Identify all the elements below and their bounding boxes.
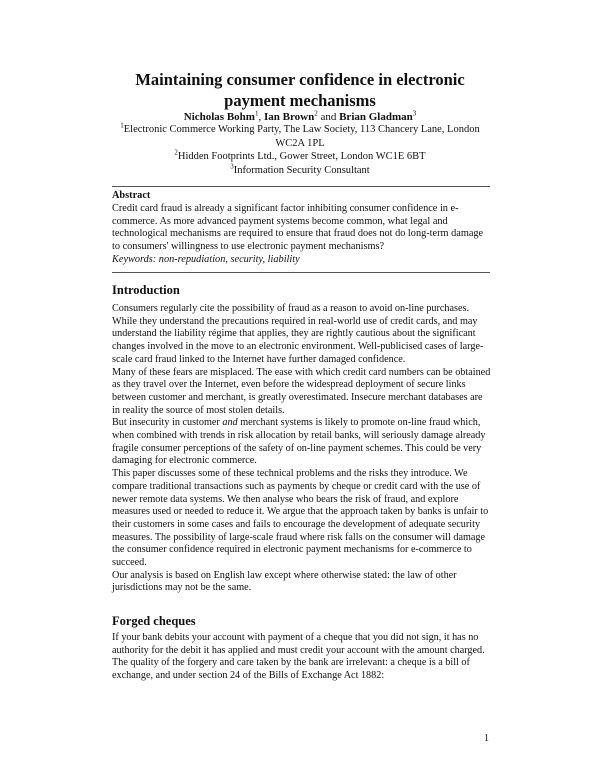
page-number: 1 bbox=[484, 733, 489, 744]
forged-cheques-body bbox=[112, 632, 492, 683]
author-and: and bbox=[320, 111, 337, 123]
affiliation-mark: 3 bbox=[230, 162, 234, 170]
author-name: Nicholas Bohm bbox=[183, 111, 255, 123]
affiliation bbox=[110, 164, 490, 178]
affiliation bbox=[110, 123, 490, 150]
author-name: Ian Brown bbox=[263, 111, 315, 123]
affiliation-mark: 1 bbox=[120, 121, 124, 130]
paper-title: Maintaining consumer confidence in electronic payment mechanisms bbox=[135, 70, 465, 110]
abstract-top-rule bbox=[112, 186, 490, 187]
paragraph: This paper discusses some of these technical problems and the risks they introduce. We compare traditional transactions such as payments by cheque or credit card with the use of newer remote data systems. We then analyse who bears the risk of fraud, and explore measures used or needed to reduce it. We argue that the approach taken by banks is unfair to their customers in some cases and fails to encourage the development of adequate security measures. The possibility of large-scale fraud where risk falls on the consumer will damage the consumer confidence required in electronic payment mechanisms for e-commerce to succeed. bbox=[112, 468, 489, 569]
affiliation-mark: 2 bbox=[174, 148, 178, 157]
paragraph: If your bank debits your account with payment of a cheque that you did not sign, it has no authority for the debit it has applied and must credit your account with the amount charged. The quality of the forgery and care taken by the bank are irrelevant: a cheque is a bill of exchange, and under section 24 of the Bills of Exchange Act 1882: bbox=[112, 632, 485, 682]
paragraph: Our analysis is based on English law except where otherwise stated: the law of other jurisdictions may not be the same. bbox=[112, 569, 457, 594]
affiliation-text: Hidden Footprints Ltd., Gower Street, London WC1E 6BT bbox=[177, 151, 426, 162]
affiliations bbox=[110, 123, 490, 177]
abstract-text: Credit card fraud is already a significant factor inhibiting consumer confidence in e-commerce. As more advanced payment systems become common, what legal and technological mechanisms are required to ensure that fraud does not do long-term damage to consumers' willingness to use electronic payment mechanisms? bbox=[112, 202, 484, 253]
author-mark: 3 bbox=[412, 109, 417, 118]
section-heading-introduction: Introduction bbox=[112, 283, 180, 297]
introduction-body bbox=[112, 303, 492, 595]
abstract-heading: Abstract bbox=[112, 190, 151, 201]
affiliation bbox=[110, 150, 490, 164]
abstract bbox=[112, 190, 490, 267]
paragraph: Many of these fears are misplaced. The ease with which credit card numbers can be obtained as they travel over the Internet, even before the widespread deployment of secure links between customer and merchant, is greatly overestimated. Insecure merchant databases are in reality the source of most stolen details. bbox=[112, 366, 491, 416]
affiliation-text: Information Security Consultant bbox=[233, 164, 370, 176]
abstract-bottom-rule bbox=[112, 272, 490, 273]
author-mark: 1 bbox=[254, 109, 259, 118]
paragraph: Consumers regularly cite the possibility of fraud as a reason to avoid on-line purchases. While they understand the precautions required in real-world use of credit cards, and may understand the liability régime that applies, they are rightly cautious about the significant changes involved in the move to an electronic environment. Well-publicised cases of large-scale card fraud linked to the Internet have further damaged confidence. bbox=[112, 303, 484, 365]
author-line: Nicholas Bohm$^1$, Ian Brown$^2$ and Brian Gladman$^3$ bbox=[183, 109, 417, 123]
author-mark: 2 bbox=[314, 109, 318, 118]
section-heading-forged-cheques: Forged cheques bbox=[112, 614, 196, 628]
keywords: Keywords: non-repudiation, security, liability bbox=[112, 253, 300, 265]
paragraph: But insecurity in customer and merchant systems is likely to promote on-line fraud which, when combined with trends in risk allocation by retail banks, will seriously damage already fragile consumer perceptions of the safety of on-line payment schemes. This could be very damaging for electronic commerce. bbox=[112, 417, 486, 467]
affiliation-text: Electronic Commerce Working Party, The Law Society, 113 Chancery Lane, London WC2A 1PL bbox=[123, 124, 480, 149]
author-name: Brian Gladman bbox=[339, 111, 413, 123]
